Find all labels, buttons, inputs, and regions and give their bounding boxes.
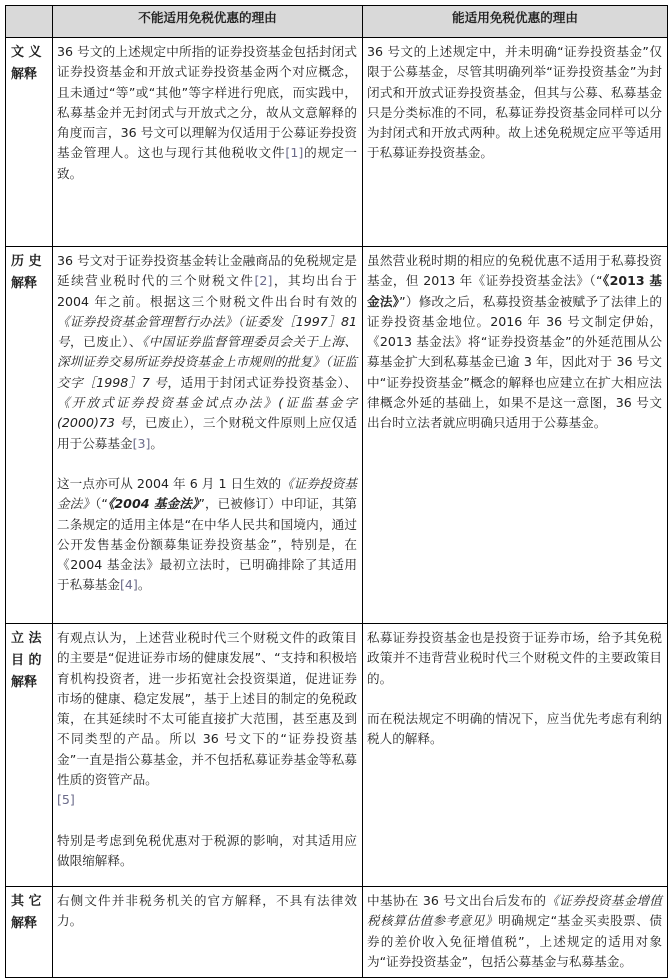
cell-legislative-for xyxy=(363,624,668,887)
body-text: 的规定一致。 xyxy=(57,145,358,181)
body-text: 有观点认为，上述营业税时代三个财税文件的政策目的主要是“促进证券市场的健康发展”、“支持和积极培育机构投资者，进一步拓宽社会投资渠道，促进证券市场的健康、稳定发展”，基于上述目的制定的免税政策，在其延续时不太可能直接扩大范围，甚至惠及到不同类型的产品。所以 36 号文下的“证券投资基金”一直是指公募基金，并不包括私募证券基金等私募性质的资管产品。 xyxy=(57,630,357,788)
body-text: ，已废止）、 xyxy=(70,334,143,350)
row-label-line: 其 它 xyxy=(11,894,42,909)
header-blank-cell xyxy=(6,6,53,38)
row-label-line: 文 义 xyxy=(11,45,42,60)
cell-other-against xyxy=(53,887,363,978)
row-label-line: 解释 xyxy=(11,276,38,291)
italic-citation: 《中国证券监督管理委员会关于上海、深圳证券交易所证券投资基金上市规则的批复》（证监交字［1998］7 号 xyxy=(57,334,358,390)
body-text: ”，已被修订）中印证，其第二条规定的适用主体是“在中华人民共和国境内，通过公开发售基金份额募集证券投资基金”，特别是，在《2004 基金法》最初立法时，已明确排除了其适用于私募基金 xyxy=(57,496,357,593)
table-header-row xyxy=(6,6,668,38)
footnote-ref-2[interactable]: [2] xyxy=(254,273,273,289)
row-label-line: 解释 xyxy=(11,916,38,931)
paragraph xyxy=(57,474,357,596)
body-text: 中基协在 36 号文出台后发布的 xyxy=(367,893,547,908)
table-row-historical-interpretation xyxy=(6,247,668,624)
row-label-legislative xyxy=(6,624,53,887)
body-text: 。 xyxy=(137,577,151,593)
body-text: ，其均出台于 2004 年之前。根据这三个财税文件出台时有效的 xyxy=(57,273,358,309)
row-label-line: 立 法 xyxy=(11,631,42,646)
italic-citation: 《证券投资基金增值税核算估值参考意见》 xyxy=(367,893,662,929)
cell-other-for xyxy=(363,887,668,978)
header-reason-for: 能适用免税优惠的理由 xyxy=(363,6,668,38)
italic-citation: 《证券投资基金法》 xyxy=(57,475,357,512)
header-reason-against: 不能适用免税优惠的理由 xyxy=(53,6,363,38)
body-text: ，已废止），三个财税文件原则上应仅适用于公募基金 xyxy=(57,415,358,451)
italic-citation: 《证券投资基金管理暂行办法》（证委发［1997］81 号 xyxy=(57,313,357,350)
body-text: ”）修改之后，私募投资基金被赋予了法律上的证券投资基金地位。2016 年 36 号文制定伊始，《2013 基金法》将“证券投资基金”的外延范围从公募基金扩大到私募基金已逾 3 年，因此对于 36 号文中“证券投资基金”概念的解释也应建立在扩大相应法律概念外延的基础上，如果不是这一意图，36 号文出台时立法者就应明确只适用于公募基金。 xyxy=(367,293,662,431)
table-row-legislative-purpose xyxy=(6,624,668,887)
body-text: 明确规定“基金买卖股票、债券的差价收入免征增值税”，上述规定的适用对象为“证券投资基金”，包括公募基金与私募基金。 xyxy=(367,913,662,969)
bold-citation: 《2013 基金法》 xyxy=(367,273,663,309)
paragraph xyxy=(367,251,662,434)
body-text: 36 号文的上述规定中所指的证券投资基金包括封闭式证券投资基金和开放式证券投资基金两个对应概念，且未通过“等”或“其他”等字样进行兜底，而实践中，私募基金并无封闭式与开放式之分，故从文意解释的角度而言，36 号文可以理解为仅适用于公募证券投资基金管理人。这也与现行其他税收文件 xyxy=(57,44,357,161)
footnote-ref-4[interactable]: [4] xyxy=(119,577,138,593)
paragraph xyxy=(367,891,662,972)
cell-literal-for xyxy=(363,38,668,247)
table-row-other-interpretation xyxy=(6,887,668,978)
row-label-line: 解释 xyxy=(11,675,38,690)
row-label-line: 目 的 xyxy=(11,653,42,668)
paragraph: 右侧文件并非税务机关的官方解释，不具有法律效力。 xyxy=(57,893,357,929)
body-text: 36 号文对于证券投资基金转让金融商品的免税规定是延续营业税时代的三个财税文件 xyxy=(57,253,357,289)
footnote-ref-3[interactable]: [3] xyxy=(132,435,151,451)
row-label-historical xyxy=(6,247,53,624)
comparison-table xyxy=(5,5,668,978)
cell-historical-against xyxy=(53,247,363,624)
body-text: 虽然营业税时期的相应的免税优惠不适用于私募投资基金，但 2013 年《证券投资基金法》（“ xyxy=(367,253,662,289)
paragraph: 特别是考虑到免税优惠对于税源的影响，对其适用应做限缩解释。 xyxy=(57,832,357,868)
paragraph: 36 号文的上述规定中，并未明确“证券投资基金”仅限于公募基金，尽管其明确列举“证券投资基金”为封闭式和开放式证券投资基金，但其与公募、私募基金只是分类标准的不同，私募证券投资基金同样可以分为封闭式和开放式两种。故上述免税规定应平等适用于私募证券投资基金。 xyxy=(367,44,662,161)
body-text: ，适用于封闭式证券投资基金）、 xyxy=(167,374,357,390)
body-text: 这一点亦可从 2004 年 6 月 1 日生效的 xyxy=(57,475,282,491)
footnote-ref-5[interactable]: [5] xyxy=(57,792,75,808)
row-label-other xyxy=(6,887,53,978)
paragraph: 而在税法规定不明确的情况下，应当优先考虑有利纳税人的解释。 xyxy=(367,710,662,747)
italic-citation: 《开放式证券投资基金试点办法》(证监基金字(2000)73 号 xyxy=(57,395,357,431)
row-label-line: 解释 xyxy=(11,67,38,82)
paragraph xyxy=(57,42,357,184)
cell-legislative-against xyxy=(53,624,363,887)
row-label-line: 历 史 xyxy=(11,254,42,269)
paragraph xyxy=(57,251,357,454)
body-text: 。 xyxy=(150,435,163,451)
body-text: （“ xyxy=(95,496,108,512)
paragraph xyxy=(57,628,357,811)
footnote-ref-1[interactable]: [1] xyxy=(285,145,304,161)
paragraph: 私募证券投资基金也是投资于证券市场，给予其免税政策并不违背营业税时代三个财税文件的主要政策目的。 xyxy=(367,630,662,686)
table-row-literal-interpretation xyxy=(6,38,668,247)
bold-italic-citation: 《2004 基金法》 xyxy=(107,496,199,512)
cell-historical-for xyxy=(363,247,668,624)
cell-literal-against xyxy=(53,38,363,247)
row-label-literal xyxy=(6,38,53,247)
